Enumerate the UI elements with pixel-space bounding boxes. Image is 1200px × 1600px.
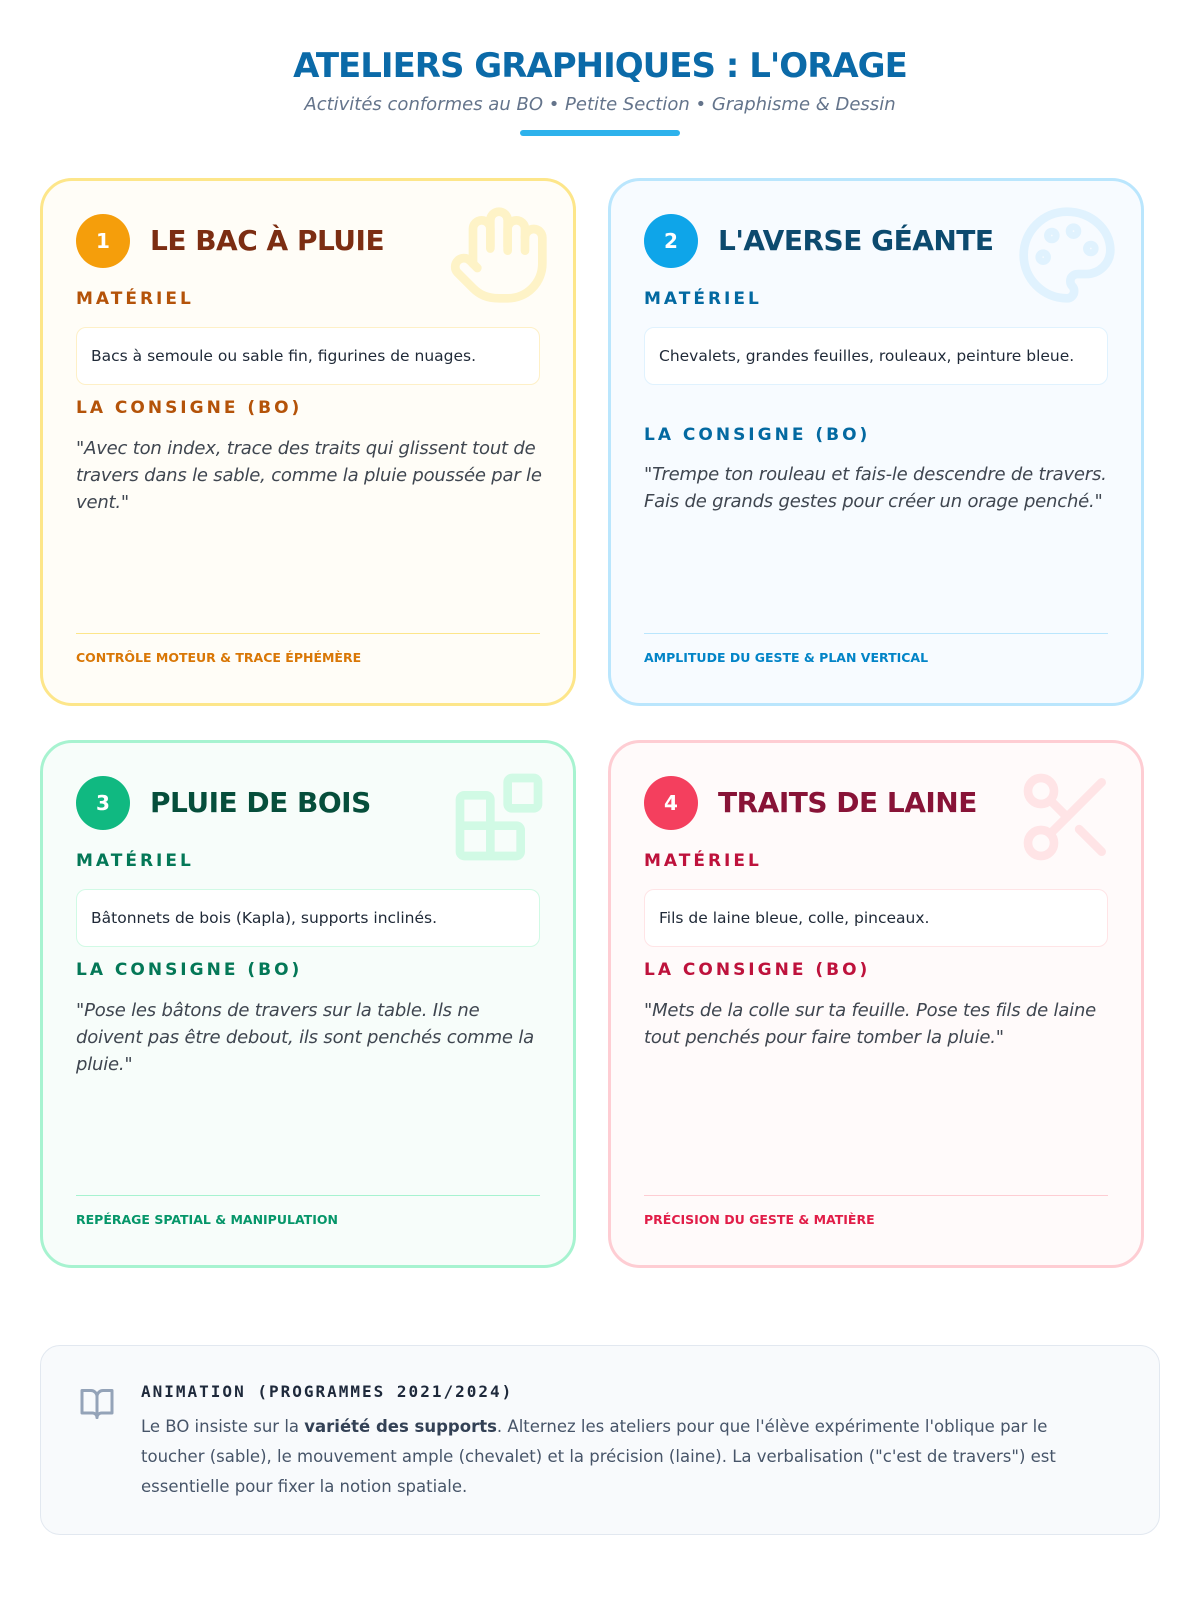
page-title: ATELIERS GRAPHIQUES : L'ORAGE	[293, 46, 907, 86]
workshop-card-1	[40, 178, 576, 706]
skill-tag: AMPLITUDE DU GESTE & PLAN VERTICAL	[644, 633, 1108, 666]
skill-tag: CONTRÔLE MOTEUR & TRACE ÉPHÉMÈRE	[76, 633, 540, 666]
book-open-icon	[77, 1386, 117, 1422]
note-body-start: Le BO insiste sur la	[141, 1417, 305, 1436]
title-underline	[520, 130, 680, 136]
workshop-card-4	[608, 740, 1144, 1268]
workshop-card-2	[608, 178, 1144, 706]
note-body-end: . Alternez les ateliers pour que l'élève expérimente l'oblique par le toucher (sable), le mouvement ample (chevalet) et la précision (laine). La verbalisation ("c'est de travers") est essentielle pour fixer la notion spatiale.	[141, 1417, 1056, 1496]
instruction-label: LA CONSIGNE (BO)	[644, 960, 871, 980]
card-number-badge: 4	[644, 776, 698, 830]
instruction-text: "Pose les bâtons de travers sur la table. Ils ne doivent pas être debout, ils sont penchés comme la pluie."	[76, 1000, 534, 1075]
hand-icon	[447, 203, 551, 307]
note-body	[141, 1412, 1099, 1502]
instruction-label: LA CONSIGNE (BO)	[644, 425, 871, 445]
skill-tag: PRÉCISION DU GESTE & MATIÈRE	[644, 1195, 1108, 1228]
material-text: Bâtonnets de bois (Kapla), supports inclinés.	[76, 889, 540, 947]
card-number-badge: 2	[644, 214, 698, 268]
scissors-icon	[1015, 765, 1119, 869]
instruction-text: "Trempe ton rouleau et fais-le descendre de travers. Fais de grands gestes pour créer un orage penché."	[644, 464, 1107, 512]
instruction-label: LA CONSIGNE (BO)	[76, 960, 303, 980]
instruction-text: "Mets de la colle sur ta feuille. Pose tes fils de laine tout penchés pour faire tomber la pluie."	[644, 1000, 1097, 1048]
page-subtitle: Activités conformes au BO • Petite Section • Graphisme & Dessin	[304, 94, 896, 115]
note-body-emphasis: variété des supports	[304, 1417, 497, 1436]
card-number-badge: 3	[76, 776, 130, 830]
workshop-card-3	[40, 740, 576, 1268]
card-title: LE BAC À PLUIE	[150, 224, 385, 257]
material-label: MATÉRIEL	[644, 289, 762, 309]
instruction-label: LA CONSIGNE (BO)	[76, 398, 303, 418]
note-title: ANIMATION (PROGRAMMES 2021/2024)	[141, 1382, 514, 1401]
material-text: Chevalets, grandes feuilles, rouleaux, peinture bleue.	[644, 327, 1108, 385]
card-title: TRAITS DE LAINE	[718, 786, 977, 819]
material-text: Bacs à semoule ou sable fin, figurines de nuages.	[76, 327, 540, 385]
skill-tag: REPÉRAGE SPATIAL & MANIPULATION	[76, 1195, 540, 1228]
palette-icon	[1015, 203, 1119, 307]
instruction-text: "Avec ton index, trace des traits qui glissent tout de travers dans le sable, comme la pluie poussée par le vent."	[76, 438, 542, 513]
card-number-badge: 1	[76, 214, 130, 268]
page-header	[0, 40, 1200, 136]
card-title: L'AVERSE GÉANTE	[718, 224, 994, 257]
material-label: MATÉRIEL	[76, 289, 194, 309]
blocks-icon	[447, 765, 551, 869]
animation-note	[40, 1345, 1160, 1535]
card-title: PLUIE DE BOIS	[150, 786, 371, 819]
material-label: MATÉRIEL	[76, 851, 194, 871]
material-label: MATÉRIEL	[644, 851, 762, 871]
material-text: Fils de laine bleue, colle, pinceaux.	[644, 889, 1108, 947]
